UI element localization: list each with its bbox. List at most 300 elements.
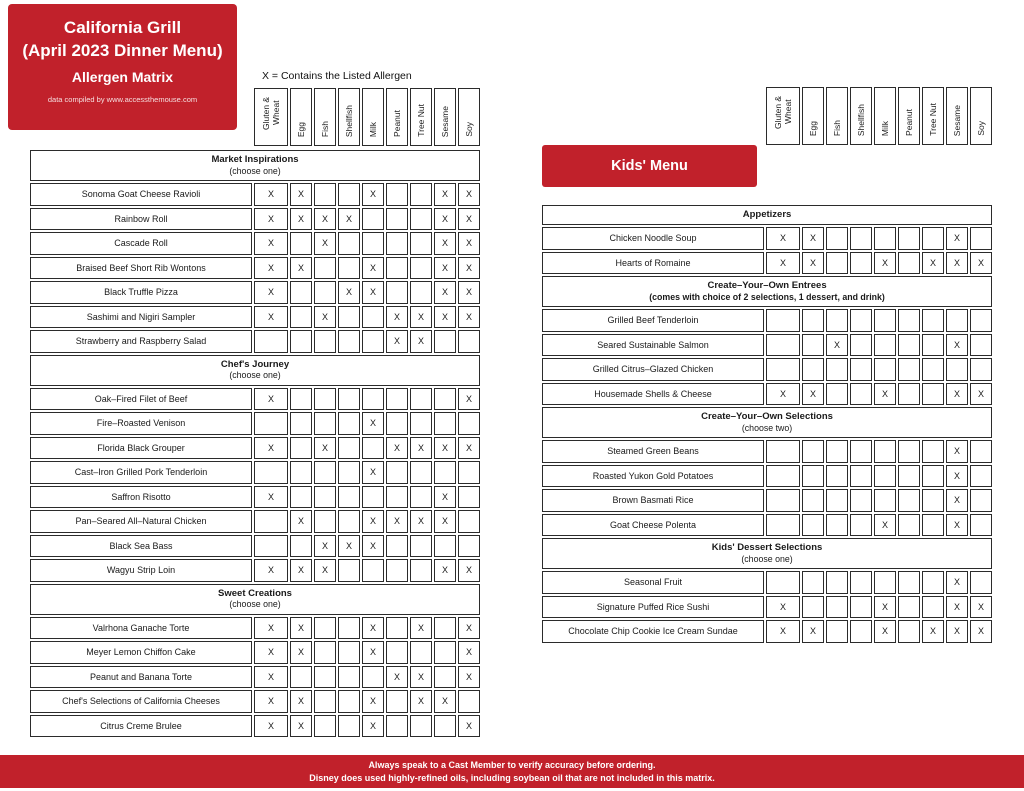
allergen-mark-cell: X bbox=[254, 281, 288, 304]
allergen-mark-cell: X bbox=[434, 281, 456, 304]
allergen-empty-cell bbox=[386, 559, 408, 582]
allergen-empty-cell bbox=[410, 388, 432, 411]
allergen-empty-cell bbox=[410, 232, 432, 255]
allergen-mark-cell: X bbox=[254, 437, 288, 460]
menu-item-name: Seasonal Fruit bbox=[542, 571, 764, 594]
menu-item-name: Braised Beef Short Rib Wontons bbox=[30, 257, 252, 280]
allergen-mark-cell: X bbox=[458, 437, 480, 460]
allergen-empty-cell bbox=[314, 281, 336, 304]
section-header-cell bbox=[30, 150, 480, 181]
allergen-empty-cell bbox=[826, 465, 848, 488]
allergen-legend: X = Contains the Listed Allergen bbox=[262, 70, 412, 82]
allergen-column-header bbox=[386, 88, 408, 146]
allergen-mark-cell: X bbox=[458, 666, 480, 689]
allergen-empty-cell bbox=[386, 412, 408, 435]
menu-item-row bbox=[542, 465, 992, 488]
allergen-column-label: Peanut bbox=[391, 110, 402, 137]
allergen-empty-cell bbox=[802, 309, 824, 332]
allergen-empty-cell bbox=[898, 252, 920, 275]
allergen-empty-cell bbox=[338, 690, 360, 713]
allergen-mark-cell: X bbox=[802, 252, 824, 275]
allergen-mark-cell: X bbox=[362, 257, 384, 280]
allergen-empty-cell bbox=[922, 465, 944, 488]
allergen-empty-cell bbox=[362, 486, 384, 509]
section-title: Create–Your–Own Selections bbox=[701, 411, 833, 423]
allergen-empty-cell bbox=[362, 232, 384, 255]
menu-item-name: Steamed Green Beans bbox=[542, 440, 764, 463]
allergen-empty-cell bbox=[386, 535, 408, 558]
allergen-empty-cell bbox=[826, 620, 848, 643]
allergen-empty-cell bbox=[898, 358, 920, 381]
allergen-mark-cell: X bbox=[362, 641, 384, 664]
allergen-empty-cell bbox=[290, 486, 312, 509]
menu-item-name: Grilled Beef Tenderloin bbox=[542, 309, 764, 332]
menu-item-name: Sonoma Goat Cheese Ravioli bbox=[30, 183, 252, 206]
allergen-empty-cell bbox=[458, 535, 480, 558]
allergen-column-label: Sesame bbox=[439, 105, 450, 137]
allergen-mark-cell: X bbox=[362, 690, 384, 713]
allergen-empty-cell bbox=[802, 514, 824, 537]
allergen-mark-cell: X bbox=[434, 208, 456, 231]
section-subtitle: (choose one) bbox=[741, 553, 793, 564]
allergen-mark-cell: X bbox=[434, 510, 456, 533]
credit-line: data compiled by www.accessthemouse.com bbox=[47, 94, 198, 104]
allergen-empty-cell bbox=[850, 514, 872, 537]
allergen-empty-cell bbox=[290, 535, 312, 558]
menu-item-name: Hearts of Romaine bbox=[542, 252, 764, 275]
allergen-mark-cell: X bbox=[458, 183, 480, 206]
allergen-mark-cell: X bbox=[254, 232, 288, 255]
allergen-empty-cell bbox=[922, 383, 944, 406]
allergen-empty-cell bbox=[766, 489, 800, 512]
allergen-empty-cell bbox=[826, 309, 848, 332]
menu-item-row bbox=[30, 281, 480, 304]
allergen-empty-cell bbox=[410, 715, 432, 738]
allergen-empty-cell bbox=[922, 571, 944, 594]
menu-item-name: Pan–Seared All–Natural Chicken bbox=[30, 510, 252, 533]
allergen-column-label: Soy bbox=[463, 122, 474, 137]
allergen-empty-cell bbox=[766, 334, 800, 357]
allergen-mark-cell: X bbox=[290, 690, 312, 713]
menu-item-name: Citrus Creme Brulee bbox=[30, 715, 252, 738]
allergen-empty-cell bbox=[410, 281, 432, 304]
allergen-column-header bbox=[922, 87, 944, 145]
allergen-mark-cell: X bbox=[386, 330, 408, 353]
allergen-header-table-right bbox=[540, 85, 994, 147]
allergen-empty-cell bbox=[338, 715, 360, 738]
menu-item-row bbox=[542, 358, 992, 381]
allergen-mark-cell: X bbox=[410, 330, 432, 353]
section-header-row bbox=[542, 276, 992, 307]
allergen-column-header bbox=[970, 87, 992, 145]
allergen-empty-cell bbox=[434, 412, 456, 435]
menu-item-row bbox=[542, 514, 992, 537]
allergen-mark-cell: X bbox=[766, 620, 800, 643]
allergen-empty-cell bbox=[802, 596, 824, 619]
allergen-mark-cell: X bbox=[458, 617, 480, 640]
allergen-empty-cell bbox=[410, 183, 432, 206]
allergen-mark-cell: X bbox=[434, 232, 456, 255]
allergen-empty-cell bbox=[850, 440, 872, 463]
allergen-empty-cell bbox=[410, 257, 432, 280]
allergen-mark-cell: X bbox=[874, 514, 896, 537]
allergen-empty-cell bbox=[338, 412, 360, 435]
menu-item-row bbox=[30, 257, 480, 280]
allergen-column-label: Tree Nut bbox=[927, 103, 938, 136]
allergen-mark-cell: X bbox=[254, 715, 288, 738]
allergen-empty-cell bbox=[922, 334, 944, 357]
allergen-empty-cell bbox=[290, 388, 312, 411]
allergen-empty-cell bbox=[338, 617, 360, 640]
allergen-mark-cell: X bbox=[434, 183, 456, 206]
allergen-mark-cell: X bbox=[290, 617, 312, 640]
allergen-empty-cell bbox=[874, 309, 896, 332]
menu-edition: (April 2023 Dinner Menu) bbox=[22, 40, 223, 60]
menu-item-name: Brown Basmati Rice bbox=[542, 489, 764, 512]
allergen-empty-cell bbox=[898, 383, 920, 406]
section-header-cell bbox=[542, 205, 992, 225]
allergen-empty-cell bbox=[410, 412, 432, 435]
menu-item-name: Goat Cheese Polenta bbox=[542, 514, 764, 537]
allergen-mark-cell: X bbox=[458, 257, 480, 280]
menu-item-row bbox=[30, 666, 480, 689]
menu-item-name: Meyer Lemon Chiffon Cake bbox=[30, 641, 252, 664]
allergen-empty-cell bbox=[922, 514, 944, 537]
menu-item-row bbox=[30, 461, 480, 484]
allergen-empty-cell bbox=[850, 489, 872, 512]
allergen-mark-cell: X bbox=[338, 281, 360, 304]
allergen-mark-cell: X bbox=[946, 334, 968, 357]
menu-item-name: Roasted Yukon Gold Potatoes bbox=[542, 465, 764, 488]
allergen-mark-cell: X bbox=[254, 388, 288, 411]
allergen-empty-cell bbox=[922, 358, 944, 381]
allergen-column-label: Egg bbox=[807, 120, 818, 136]
kids-menu-table bbox=[540, 203, 994, 645]
allergen-empty-cell bbox=[802, 465, 824, 488]
allergen-empty-cell bbox=[338, 559, 360, 582]
allergen-mark-cell: X bbox=[946, 440, 968, 463]
allergen-mark-cell: X bbox=[290, 257, 312, 280]
allergen-mark-cell: X bbox=[458, 232, 480, 255]
allergen-empty-cell bbox=[362, 330, 384, 353]
allergen-empty-cell bbox=[314, 641, 336, 664]
footer-disclaimer-bar bbox=[0, 755, 1024, 788]
allergen-mark-cell: X bbox=[766, 596, 800, 619]
allergen-mark-cell: X bbox=[946, 227, 968, 250]
allergen-empty-cell bbox=[386, 715, 408, 738]
allergen-mark-cell: X bbox=[970, 596, 992, 619]
allergen-mark-cell: X bbox=[290, 559, 312, 582]
menu-item-name: Wagyu Strip Loin bbox=[30, 559, 252, 582]
allergen-mark-cell: X bbox=[802, 383, 824, 406]
allergen-empty-cell bbox=[874, 465, 896, 488]
allergen-empty-cell bbox=[386, 690, 408, 713]
allergen-mark-cell: X bbox=[290, 510, 312, 533]
document-type: Allergen Matrix bbox=[71, 68, 174, 85]
allergen-empty-cell bbox=[970, 489, 992, 512]
allergen-empty-cell bbox=[826, 252, 848, 275]
allergen-mark-cell: X bbox=[970, 620, 992, 643]
allergen-empty-cell bbox=[410, 208, 432, 231]
section-header-row bbox=[30, 584, 480, 615]
allergen-mark-cell: X bbox=[362, 535, 384, 558]
allergen-empty-cell bbox=[922, 489, 944, 512]
allergen-empty-cell bbox=[386, 461, 408, 484]
allergen-column-label: Shellfish bbox=[855, 103, 866, 136]
allergen-mark-cell: X bbox=[254, 641, 288, 664]
allergen-empty-cell bbox=[434, 461, 456, 484]
allergen-empty-cell bbox=[850, 465, 872, 488]
allergen-column-header bbox=[314, 88, 336, 146]
allergen-empty-cell bbox=[362, 437, 384, 460]
allergen-empty-cell bbox=[386, 257, 408, 280]
allergen-empty-cell bbox=[922, 596, 944, 619]
allergen-mark-cell: X bbox=[410, 617, 432, 640]
allergen-empty-cell bbox=[314, 183, 336, 206]
allergen-empty-cell bbox=[850, 252, 872, 275]
allergen-empty-cell bbox=[290, 306, 312, 329]
allergen-empty-cell bbox=[898, 489, 920, 512]
allergen-empty-cell bbox=[802, 358, 824, 381]
allergen-empty-cell bbox=[458, 461, 480, 484]
allergen-mark-cell: X bbox=[362, 412, 384, 435]
allergen-mark-cell: X bbox=[458, 715, 480, 738]
allergen-column-label: Fish bbox=[319, 120, 330, 137]
allergen-mark-cell: X bbox=[434, 486, 456, 509]
header-spacer-cell bbox=[542, 87, 764, 145]
menu-item-name: Cascade Roll bbox=[30, 232, 252, 255]
menu-item-row bbox=[542, 489, 992, 512]
allergen-column-header bbox=[874, 87, 896, 145]
allergen-mark-cell: X bbox=[254, 617, 288, 640]
allergen-empty-cell bbox=[850, 383, 872, 406]
allergen-empty-cell bbox=[362, 559, 384, 582]
allergen-empty-cell bbox=[970, 309, 992, 332]
allergen-mark-cell: X bbox=[314, 208, 336, 231]
allergen-mark-cell: X bbox=[434, 437, 456, 460]
allergen-mark-cell: X bbox=[362, 715, 384, 738]
allergen-empty-cell bbox=[338, 183, 360, 206]
section-title: Market Inspirations bbox=[211, 154, 299, 166]
allergen-column-header bbox=[802, 87, 824, 145]
allergen-empty-cell bbox=[254, 330, 288, 353]
allergen-column-label: Gluten & Wheat bbox=[260, 96, 281, 130]
allergen-empty-cell bbox=[338, 510, 360, 533]
allergen-empty-cell bbox=[826, 440, 848, 463]
allergen-empty-cell bbox=[362, 306, 384, 329]
menu-item-row bbox=[30, 330, 480, 353]
menu-item-row bbox=[30, 617, 480, 640]
allergen-empty-cell bbox=[922, 440, 944, 463]
allergen-empty-cell bbox=[338, 232, 360, 255]
menu-item-row bbox=[30, 486, 480, 509]
allergen-header-row bbox=[542, 87, 992, 145]
allergen-empty-cell bbox=[410, 486, 432, 509]
section-title: Kids' Dessert Selections bbox=[711, 542, 823, 554]
allergen-mark-cell: X bbox=[362, 510, 384, 533]
allergen-empty-cell bbox=[826, 358, 848, 381]
allergen-mark-cell: X bbox=[254, 306, 288, 329]
allergen-empty-cell bbox=[338, 257, 360, 280]
allergen-column-header bbox=[946, 87, 968, 145]
allergen-empty-cell bbox=[314, 330, 336, 353]
allergen-empty-cell bbox=[946, 358, 968, 381]
allergen-empty-cell bbox=[766, 309, 800, 332]
allergen-mark-cell: X bbox=[254, 183, 288, 206]
allergen-empty-cell bbox=[290, 437, 312, 460]
allergen-mark-cell: X bbox=[970, 252, 992, 275]
footer-line-2: Disney does used highly-refined oils, including soybean oil that are not included in this matrix. bbox=[309, 773, 715, 784]
menu-item-name: Oak–Fired Filet of Beef bbox=[30, 388, 252, 411]
allergen-column-header bbox=[826, 87, 848, 145]
allergen-mark-cell: X bbox=[254, 666, 288, 689]
allergen-mark-cell: X bbox=[946, 620, 968, 643]
menu-item-row bbox=[542, 227, 992, 250]
allergen-empty-cell bbox=[898, 465, 920, 488]
allergen-empty-cell bbox=[850, 334, 872, 357]
allergen-mark-cell: X bbox=[458, 559, 480, 582]
allergen-header-row bbox=[30, 88, 480, 146]
allergen-empty-cell bbox=[802, 334, 824, 357]
allergen-empty-cell bbox=[898, 596, 920, 619]
menu-item-name: Strawberry and Raspberry Salad bbox=[30, 330, 252, 353]
allergen-empty-cell bbox=[338, 388, 360, 411]
allergen-empty-cell bbox=[362, 388, 384, 411]
section-subtitle: (comes with choice of 2 selections, 1 dessert, and drink) bbox=[649, 291, 885, 302]
kids-menu-banner bbox=[542, 145, 757, 187]
menu-item-name: Fire–Roasted Venison bbox=[30, 412, 252, 435]
allergen-empty-cell bbox=[314, 461, 336, 484]
allergen-empty-cell bbox=[314, 666, 336, 689]
section-subtitle: (choose one) bbox=[229, 370, 281, 381]
allergen-empty-cell bbox=[338, 666, 360, 689]
allergen-column-label: Fish bbox=[831, 119, 842, 136]
menu-item-row bbox=[30, 232, 480, 255]
allergen-empty-cell bbox=[338, 461, 360, 484]
allergen-empty-cell bbox=[386, 232, 408, 255]
allergen-empty-cell bbox=[314, 257, 336, 280]
menu-item-name: Chocolate Chip Cookie Ice Cream Sundae bbox=[542, 620, 764, 643]
allergen-empty-cell bbox=[386, 617, 408, 640]
allergen-mark-cell: X bbox=[410, 437, 432, 460]
section-subtitle: (choose one) bbox=[229, 165, 281, 176]
allergen-column-header bbox=[898, 87, 920, 145]
allergen-empty-cell bbox=[898, 440, 920, 463]
allergen-empty-cell bbox=[826, 383, 848, 406]
allergen-empty-cell bbox=[826, 571, 848, 594]
allergen-mark-cell: X bbox=[874, 620, 896, 643]
allergen-mark-cell: X bbox=[362, 461, 384, 484]
header-spacer-cell bbox=[30, 88, 252, 146]
allergen-empty-cell bbox=[434, 666, 456, 689]
menu-item-name: Housemade Shells & Cheese bbox=[542, 383, 764, 406]
allergen-column-label: Shellfish bbox=[343, 104, 354, 137]
menu-item-row bbox=[30, 510, 480, 533]
section-header-row bbox=[542, 205, 992, 225]
menu-item-row bbox=[30, 437, 480, 460]
allergen-empty-cell bbox=[290, 232, 312, 255]
allergen-empty-cell bbox=[254, 510, 288, 533]
allergen-column-label: Milk bbox=[367, 121, 378, 137]
allergen-empty-cell bbox=[766, 571, 800, 594]
section-header-cell bbox=[542, 538, 992, 569]
allergen-empty-cell bbox=[970, 358, 992, 381]
allergen-column-header bbox=[410, 88, 432, 146]
allergen-empty-cell bbox=[898, 620, 920, 643]
allergen-empty-cell bbox=[826, 227, 848, 250]
menu-item-name: Rainbow Roll bbox=[30, 208, 252, 231]
allergen-empty-cell bbox=[946, 309, 968, 332]
allergen-mark-cell: X bbox=[922, 252, 944, 275]
allergen-empty-cell bbox=[802, 571, 824, 594]
allergen-empty-cell bbox=[766, 358, 800, 381]
allergen-mark-cell: X bbox=[922, 620, 944, 643]
allergen-mark-cell: X bbox=[386, 510, 408, 533]
allergen-empty-cell bbox=[410, 559, 432, 582]
menu-item-name: Seared Sustainable Salmon bbox=[542, 334, 764, 357]
allergen-empty-cell bbox=[254, 461, 288, 484]
main-menu-table bbox=[28, 148, 482, 739]
allergen-mark-cell: X bbox=[458, 208, 480, 231]
allergen-mark-cell: X bbox=[254, 690, 288, 713]
allergen-empty-cell bbox=[458, 690, 480, 713]
allergen-mark-cell: X bbox=[458, 641, 480, 664]
allergen-empty-cell bbox=[970, 227, 992, 250]
allergen-empty-cell bbox=[874, 334, 896, 357]
allergen-empty-cell bbox=[290, 412, 312, 435]
section-header-cell bbox=[30, 584, 480, 615]
allergen-mark-cell: X bbox=[362, 183, 384, 206]
allergen-mark-cell: X bbox=[314, 559, 336, 582]
allergen-empty-cell bbox=[434, 535, 456, 558]
allergen-mark-cell: X bbox=[410, 510, 432, 533]
kids-menu-banner-label: Kids' Menu bbox=[611, 158, 688, 174]
allergen-empty-cell bbox=[850, 309, 872, 332]
allergen-empty-cell bbox=[802, 489, 824, 512]
allergen-mark-cell: X bbox=[946, 252, 968, 275]
allergen-column-header bbox=[338, 88, 360, 146]
allergen-empty-cell bbox=[766, 514, 800, 537]
allergen-column-header bbox=[254, 88, 288, 146]
allergen-empty-cell bbox=[802, 440, 824, 463]
menu-item-row bbox=[542, 252, 992, 275]
allergen-column-label: Peanut bbox=[903, 109, 914, 136]
allergen-empty-cell bbox=[434, 388, 456, 411]
allergen-mark-cell: X bbox=[946, 571, 968, 594]
allergen-mark-cell: X bbox=[338, 535, 360, 558]
allergen-mark-cell: X bbox=[434, 690, 456, 713]
section-title: Sweet Creations bbox=[218, 587, 292, 599]
allergen-mark-cell: X bbox=[946, 514, 968, 537]
menu-item-row bbox=[542, 596, 992, 619]
allergen-mark-cell: X bbox=[802, 227, 824, 250]
section-title: Create–Your–Own Entrees bbox=[707, 280, 827, 292]
allergen-header-table-left bbox=[28, 86, 482, 148]
allergen-empty-cell bbox=[826, 489, 848, 512]
allergen-mark-cell: X bbox=[458, 388, 480, 411]
allergen-empty-cell bbox=[898, 514, 920, 537]
allergen-mark-cell: X bbox=[946, 596, 968, 619]
menu-item-row bbox=[542, 440, 992, 463]
section-header-row bbox=[542, 407, 992, 438]
section-title: Appetizers bbox=[742, 209, 792, 221]
allergen-empty-cell bbox=[386, 281, 408, 304]
allergen-mark-cell: X bbox=[314, 437, 336, 460]
allergen-mark-cell: X bbox=[386, 437, 408, 460]
allergen-column-header bbox=[850, 87, 872, 145]
menu-item-row bbox=[30, 183, 480, 206]
allergen-empty-cell bbox=[434, 330, 456, 353]
